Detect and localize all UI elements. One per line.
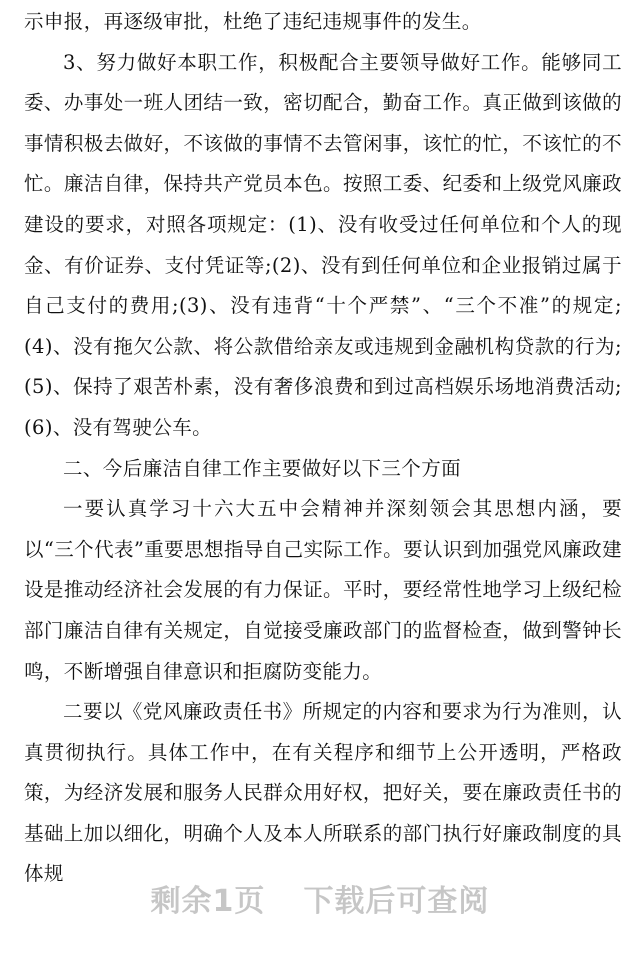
paragraph-responsibility: 二要以《党风廉政责任书》所规定的内容和要求为行为准则，认真贯彻执行。具体工作中，在有关程序和细节上公开透明，严格政策，为经济发展和服务人民群众用好权，把好关，要在廉政责任书的基础上加以细化，明确个人及本人所联系的部门执行好廉政制度的具体规: [24, 700, 622, 886]
paragraph-continuation: 示申报，再逐级审批，杜绝了违纪违规事件的发生。: [24, 10, 482, 33]
paragraph-self-discipline: 3、努力做好本职工作，积极配合主要领导做好工作。能够同工委、办事处一班人团结一致，密切配合，勤奋工作。真正做到该做的事情积极去做好，不该做的事情不去管闲事，该忙的忙，不该忙的不忙。廉洁自律，保持共产党员本色。按照工委、纪委和上级党风廉政建设的要求，对照各项规定：(1)、没有收受过任何单位和个人的现金、有价证券、支付凭证等;(2)、没有到任何单位和企业报销过属于自己支付的费用;(3)、没有违背“十个严禁”、“三个不准”的规定;(4)、没有拖欠公款、将公款借给亲友或违规到金融机构贷款的行为;(5)、保持了艰苦朴素，没有奢侈浪费和到过高档娱乐场地消费活动;(6)、没有驾驶公车。: [24, 50, 622, 439]
remaining-pages-label: 剩余1页: [150, 884, 266, 919]
download-watermark[interactable]: [0, 880, 640, 924]
document-body: [24, 2, 622, 895]
section-heading: 二、今后廉洁自律工作主要做好以下三个方面: [63, 456, 462, 480]
download-to-view-label: 下载后可查阅: [303, 884, 490, 919]
paragraph-study: 一要认真学习十六大五中会精神并深刻领会其思想内涵，要以“三个代表”重要思想指导自己实际工作。要认识到加强党风廉政建设是推动经济社会发展的有力保证。平时，要经常性地学习上级纪检部门廉洁自律有关规定，自觉接受廉政部门的监督检查，做到警钟长鸣，不断增强自律意识和拒腐防变能力。: [24, 497, 622, 683]
